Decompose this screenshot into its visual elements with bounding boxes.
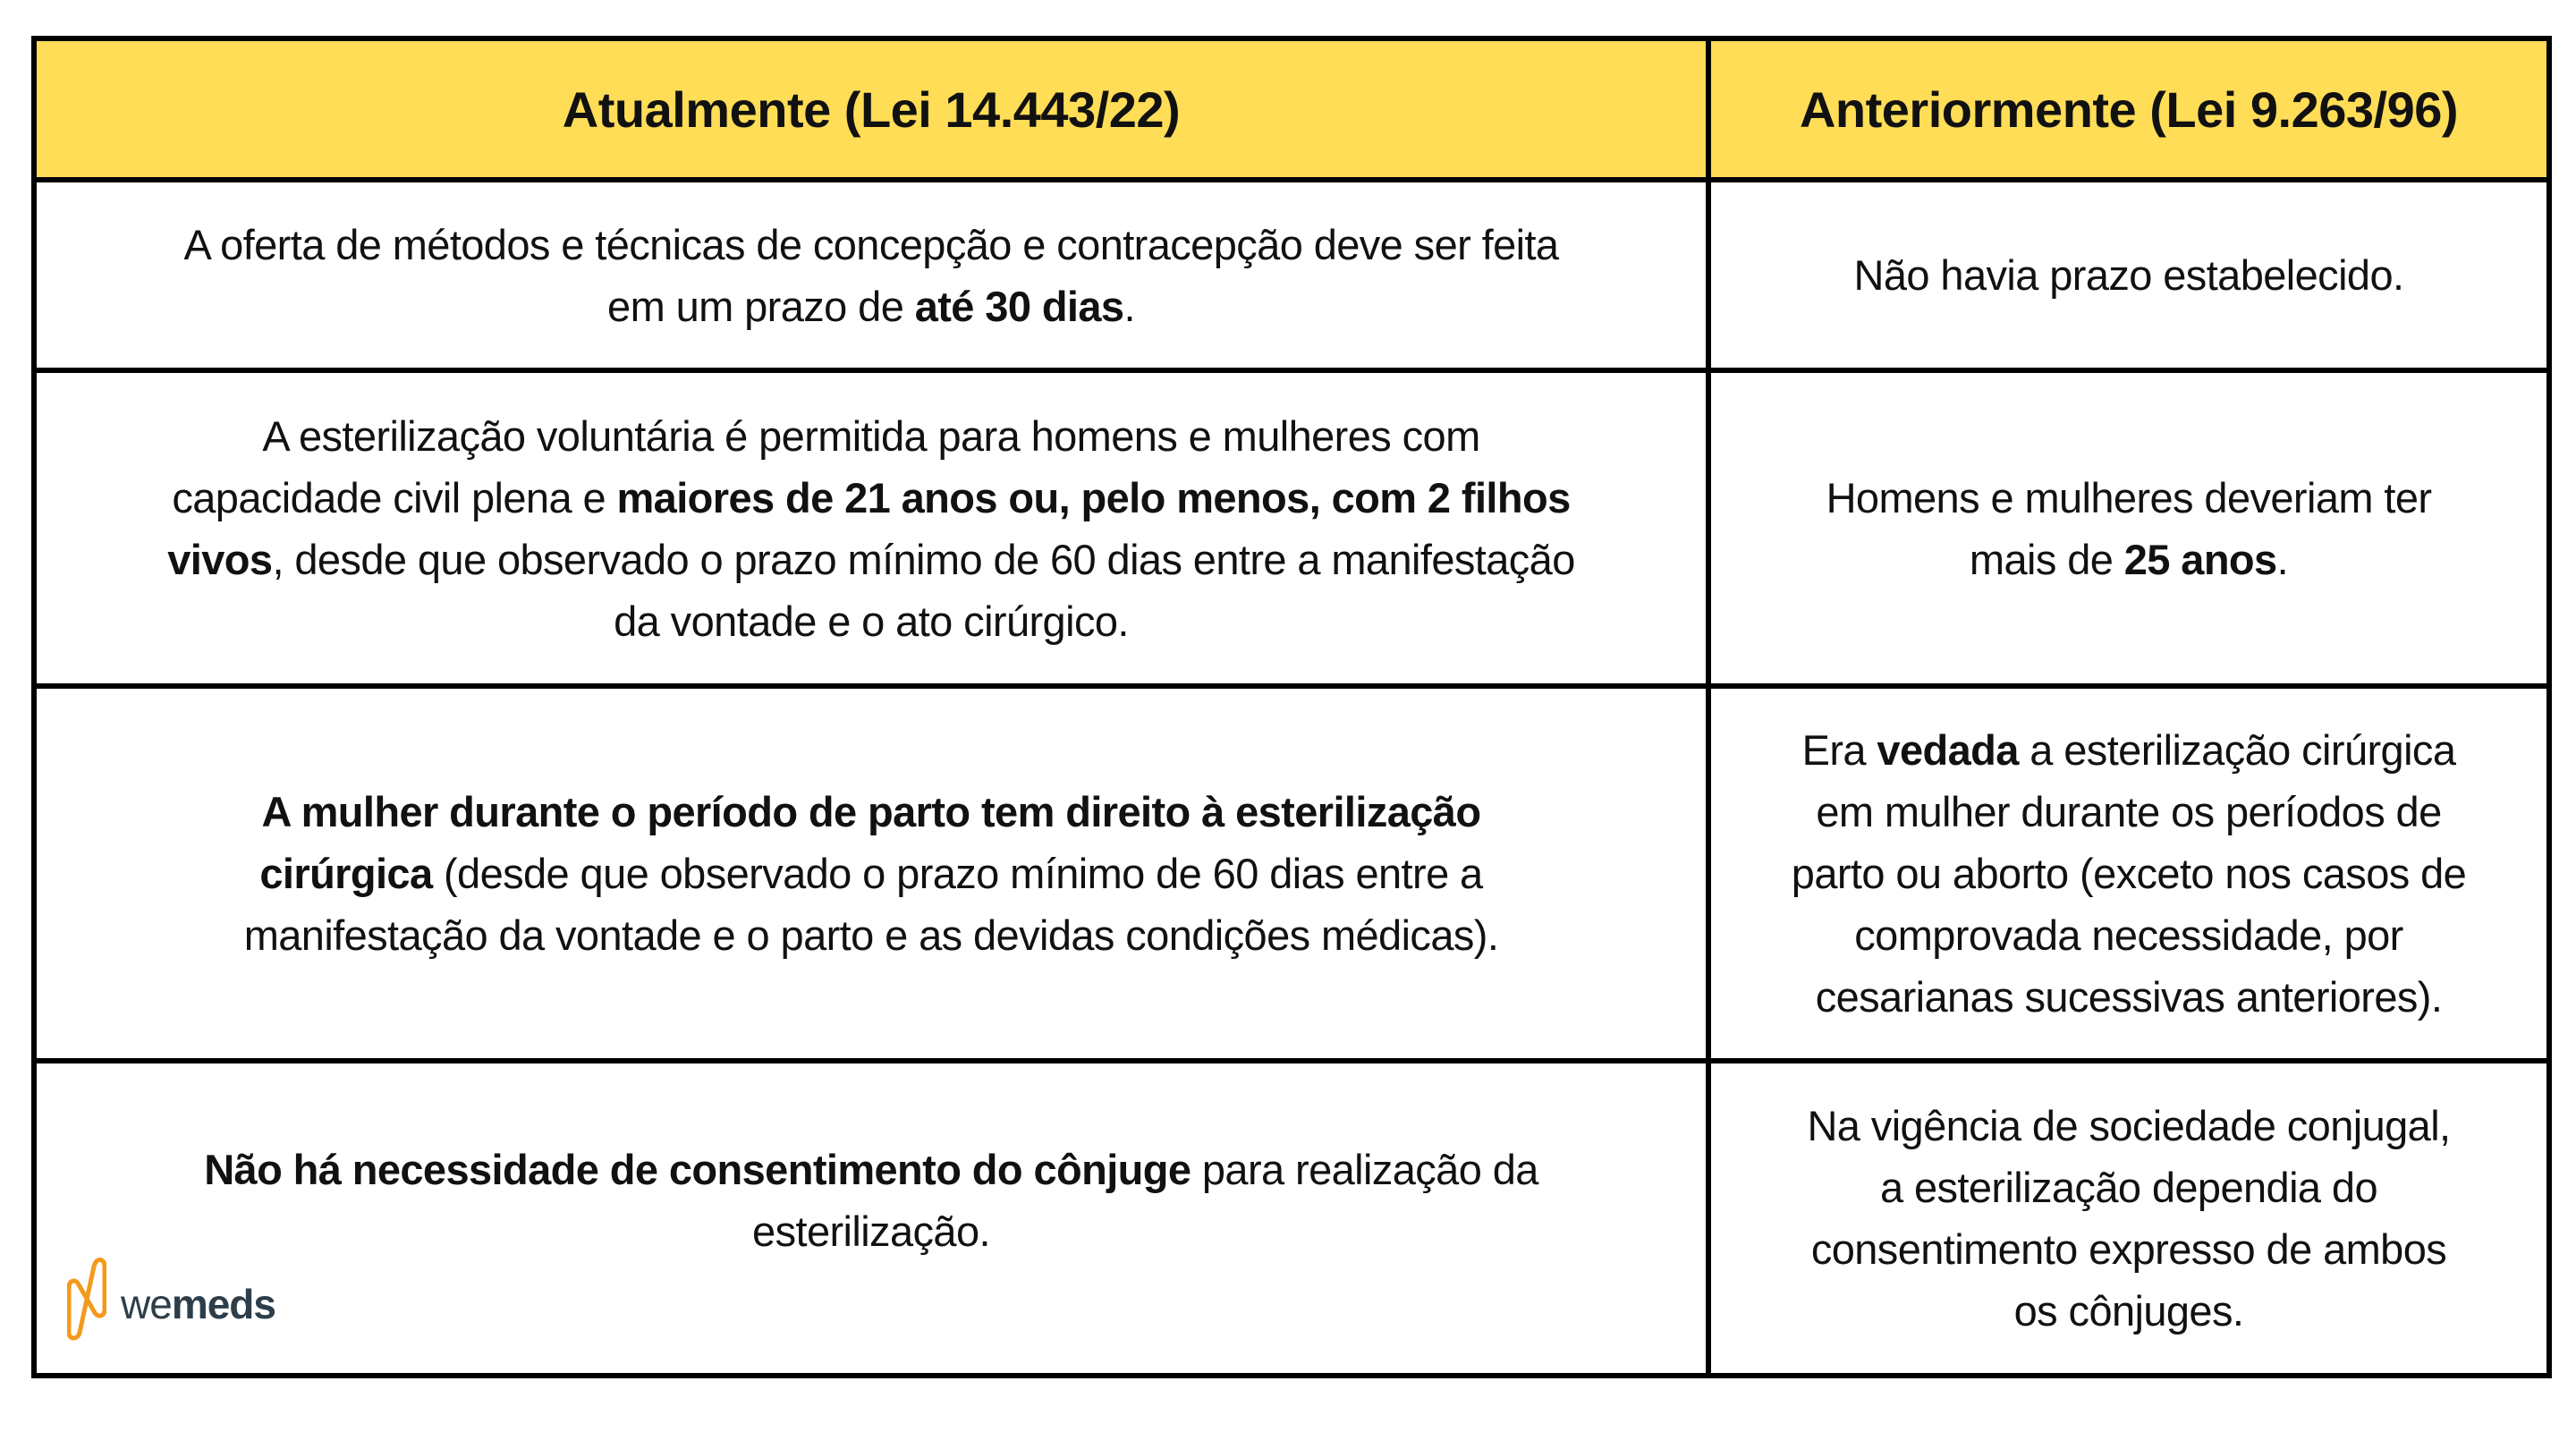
text-line [1738, 467, 2520, 529]
wemeds-logo [67, 1254, 326, 1343]
wemeds-loop-icon [67, 1254, 106, 1343]
cell-text [1738, 1095, 2520, 1342]
wordmark-light: we [121, 1281, 172, 1327]
cell-previous-law [1708, 180, 2549, 370]
text: em mulher durante os períodos de [1816, 788, 2442, 835]
text-line [1738, 1095, 2520, 1157]
text-line [1738, 966, 2520, 1028]
text: para realização da [1191, 1146, 1538, 1193]
text-line [64, 214, 1679, 275]
text-line [64, 405, 1679, 467]
cell-previous-law [1708, 1061, 2549, 1376]
cell-current-law [34, 686, 1708, 1061]
bold-text: 25 anos [2123, 535, 2277, 583]
text-line [1738, 781, 2520, 843]
bold-text: Não há necessidade de consentimento do cônjuge [204, 1146, 1191, 1193]
bold-text: vivos [167, 535, 273, 583]
text-line [1738, 529, 2520, 590]
text: A esterilização voluntária é permitida para homens e mulheres com [262, 411, 1480, 460]
text: A oferta de métodos e técnicas de concepção e contracepção deve ser feita [183, 220, 1559, 268]
text-line [1738, 843, 2520, 904]
text: . [1123, 282, 1135, 330]
wordmark-bold: meds [171, 1281, 275, 1327]
text: Era [1801, 726, 1877, 774]
table-row [34, 180, 2549, 370]
wemeds-wordmark [121, 1281, 275, 1327]
cell-previous-law [1708, 370, 2549, 686]
text: parto ou aborto (exceto nos casos de [1791, 850, 2467, 897]
cell-current-law [34, 370, 1708, 686]
text-line [64, 590, 1679, 652]
bold-text: maiores de 21 anos ou, pelo menos, com 2 filhos [616, 473, 1571, 521]
text-line [64, 843, 1679, 904]
bold-text: A mulher durante o período de parto tem direito à esterilização [261, 788, 1481, 835]
text: comprovada necessidade, por [1854, 911, 2403, 959]
text-line [64, 781, 1679, 843]
text: Na vigência de sociedade conjugal, [1807, 1102, 2451, 1149]
header-previous-law: Anteriormente (Lei 9.263/96) [1708, 38, 2549, 180]
table-row [34, 1061, 2549, 1376]
text-line [1738, 244, 2520, 306]
header-current-law: Atualmente (Lei 14.443/22) [34, 38, 1708, 180]
text: mais de [1969, 535, 2124, 583]
text-line [64, 1139, 1679, 1200]
cell-text [1738, 719, 2520, 1028]
text: da vontade e o ato cirúrgico. [614, 597, 1129, 645]
text-line [64, 275, 1679, 337]
text-line [64, 529, 1679, 590]
cell-previous-law [1708, 686, 2549, 1061]
text: (desde que observado o prazo mínimo de 60 dias entre a [432, 850, 1483, 897]
text: esterilização. [752, 1208, 990, 1255]
cell-text [64, 781, 1679, 966]
bold-text: até 30 dias [914, 282, 1124, 330]
text: manifestação da vontade e o parto e as devidas condições médicas). [243, 911, 1499, 959]
cell-current-law [34, 180, 1708, 370]
text-line [64, 1200, 1679, 1262]
text-line [1738, 904, 2520, 966]
law-comparison-table [31, 36, 2552, 1378]
text-line [1738, 1218, 2520, 1280]
cell-text [64, 214, 1679, 337]
text: os cônjuges. [2013, 1287, 2244, 1335]
text: a esterilização cirúrgica [2018, 726, 2456, 774]
table-row [34, 686, 2549, 1061]
cell-text [64, 1139, 1679, 1262]
table-row [34, 370, 2549, 686]
text: em um prazo de [607, 282, 915, 330]
text: cesarianas sucessivas anteriores). [1815, 973, 2443, 1021]
text: capacidade civil plena e [172, 473, 617, 521]
text: , desde que observado o prazo mínimo de 60 dias entre a manifestação [272, 535, 1575, 583]
text-line [1738, 1157, 2520, 1218]
header-row [34, 38, 2549, 180]
text-line [1738, 719, 2520, 781]
text-line [64, 904, 1679, 966]
text: . [2276, 535, 2289, 583]
text-line [1738, 1280, 2520, 1342]
cell-text [1738, 467, 2520, 590]
bold-text: cirúrgica [259, 850, 433, 897]
text: Homens e mulheres deveriam ter [1826, 473, 2432, 521]
text: consentimento expresso de ambos [1810, 1225, 2447, 1273]
cell-text [64, 405, 1679, 652]
text: a esterilização dependia do [1879, 1164, 2378, 1211]
cell-text [1738, 244, 2520, 306]
text-line [64, 467, 1679, 529]
bold-text: vedada [1877, 726, 2019, 774]
text: Não havia prazo estabelecido. [1853, 251, 2404, 299]
